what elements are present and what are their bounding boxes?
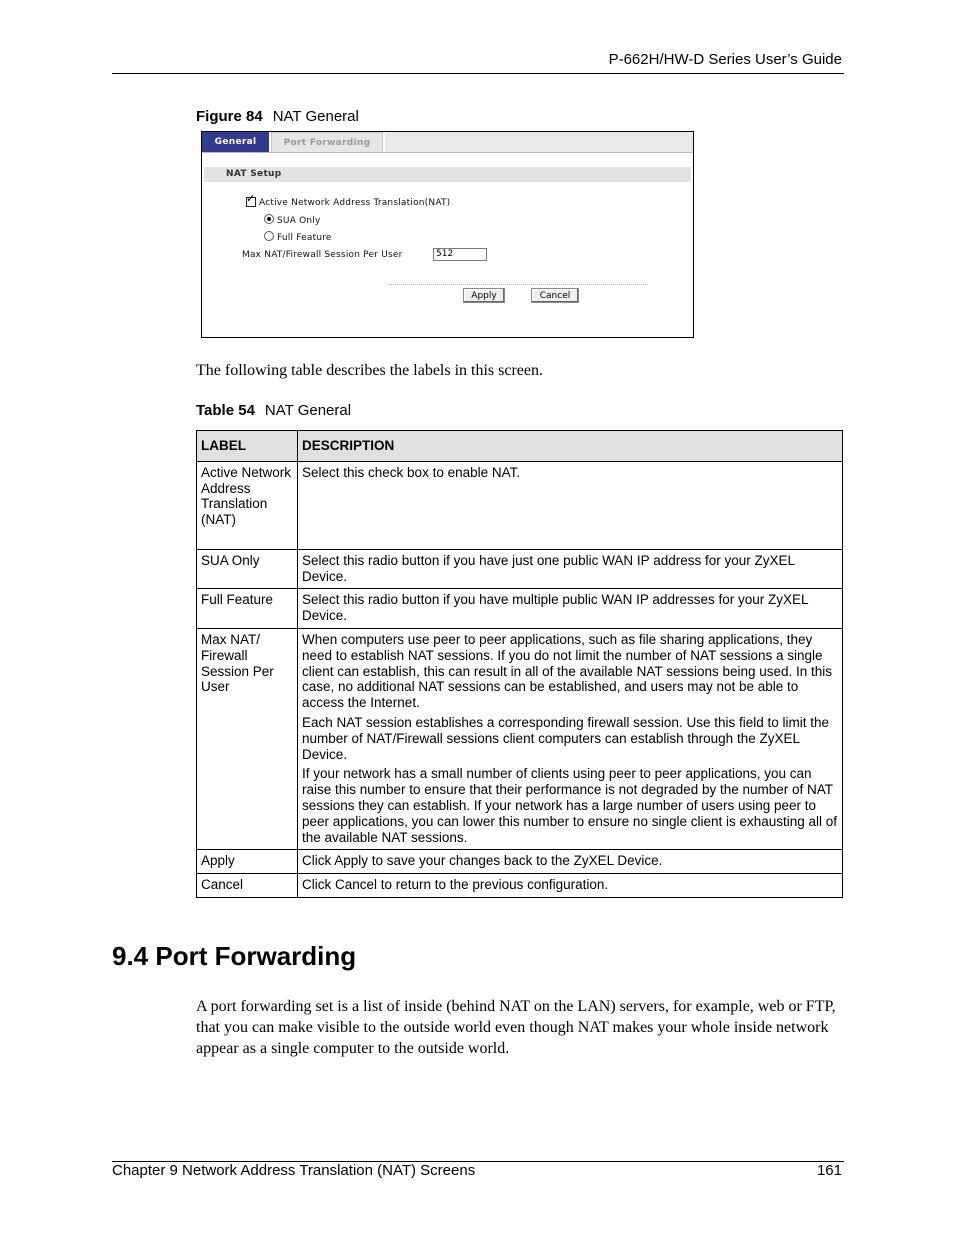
row-label: Apply — [197, 850, 298, 874]
footer-chapter: Chapter 9 Network Address Translation (NAT) Screens — [112, 1162, 476, 1179]
row-label: Cancel — [197, 874, 298, 898]
figure-title: NAT General — [272, 108, 359, 125]
description-text: Click Cancel to return to the previous configuration. — [302, 877, 609, 893]
row-label: Max NAT/ Firewall Session Per User — [197, 628, 298, 849]
section-paragraph: A port forwarding set is a list of inside (behind NAT on the LAN) servers, for example, web or FTP, that you can make visible to the outside world even though NAT makes your whole inside network appear as a single computer to the outside world. — [196, 998, 836, 1057]
row-label: Full Feature — [197, 589, 298, 629]
row-description — [298, 589, 843, 629]
row-description — [298, 461, 843, 549]
apply-button[interactable]: Apply — [463, 288, 505, 303]
row-description — [298, 850, 843, 874]
description-text: If your network has a small number of clients using peer to peer applications, you can raise this number to ensure that their performance is not degraded by the number of NAT sessions they can establish. If your network has a large number of users using peer to peer applications, you can lower this number to ensure no single client is exhausting all of the available NAT sessions. — [302, 766, 838, 845]
row-description — [298, 874, 843, 898]
description-text: Click Apply to save your changes back to the ZyXEL Device. — [302, 853, 663, 869]
active-nat-checkbox[interactable] — [246, 192, 256, 207]
nat-general-table — [196, 430, 843, 898]
table-row — [197, 628, 843, 849]
table-number: Table 54 — [196, 402, 255, 419]
nat-setup-bar — [204, 167, 691, 182]
row-description — [298, 549, 843, 589]
table-row — [197, 850, 843, 874]
sua-only-radio[interactable] — [264, 214, 274, 224]
tab-port-forwarding[interactable]: Port Forwarding — [271, 132, 383, 152]
running-header: P-662H/HW-D Series User’s Guide — [608, 51, 842, 68]
section-heading: 9.4 Port Forwarding — [112, 941, 357, 971]
full-feature-label: Full Feature — [277, 233, 332, 243]
description-text: When computers use peer to peer applications, such as file sharing applications, they need to establish NAT sessions. If you do not limit the number of NAT sessions a single client can establish, this can result in all of the available NAT sessions being used. In this case, no additional NAT sessions can be established, and users may not be able to access the Internet. — [302, 631, 833, 711]
description-text: Each NAT session establishes a corresponding firewall session. Use this field to limit the number of NAT/Firewall sessions client computers can establish through the ZyXEL Device. — [302, 714, 829, 762]
description-text: Select this radio button if you have just one public WAN IP address for your ZyXEL Device. — [302, 552, 795, 584]
tab-bar — [202, 132, 693, 153]
tab-strip — [385, 132, 693, 152]
table-row — [197, 589, 843, 629]
tab-general[interactable]: General — [202, 132, 269, 152]
table-header-row — [197, 431, 843, 462]
label-column-header: LABEL — [197, 431, 298, 462]
max-session-label: Max NAT/Firewall Session Per User — [242, 250, 403, 260]
figure-caption — [196, 108, 359, 125]
nat-general-screenshot — [201, 131, 694, 338]
figure-number: Figure 84 — [196, 108, 263, 125]
row-label: Active Network Address Translation (NAT) — [197, 461, 298, 549]
table-row — [197, 461, 843, 549]
description-text: Select this radio button if you have multiple public WAN IP addresses for your ZyXEL Device. — [302, 592, 808, 624]
row-description — [298, 628, 843, 849]
sua-only-label: SUA Only — [277, 216, 321, 226]
table-title: NAT General — [264, 402, 352, 419]
full-feature-radio[interactable] — [264, 231, 274, 241]
nat-setup-title: NAT Setup — [226, 169, 282, 179]
table-row — [197, 874, 843, 898]
header-rule — [112, 73, 844, 74]
max-session-input[interactable]: 512 — [433, 248, 487, 261]
description-column-header: DESCRIPTION — [298, 431, 843, 462]
table-caption — [196, 402, 351, 419]
checkmark-icon: ✓ — [246, 192, 256, 205]
intro-text: The following table describes the labels in this screen. — [196, 362, 544, 379]
page-number: 161 — [816, 1162, 842, 1179]
cancel-button[interactable]: Cancel — [531, 288, 579, 303]
dotted-divider — [388, 284, 648, 285]
row-label: SUA Only — [197, 549, 298, 589]
active-nat-label: Active Network Address Translation(NAT) — [259, 198, 451, 208]
description-text: Select this check box to enable NAT. — [302, 464, 521, 480]
table-row — [197, 549, 843, 589]
